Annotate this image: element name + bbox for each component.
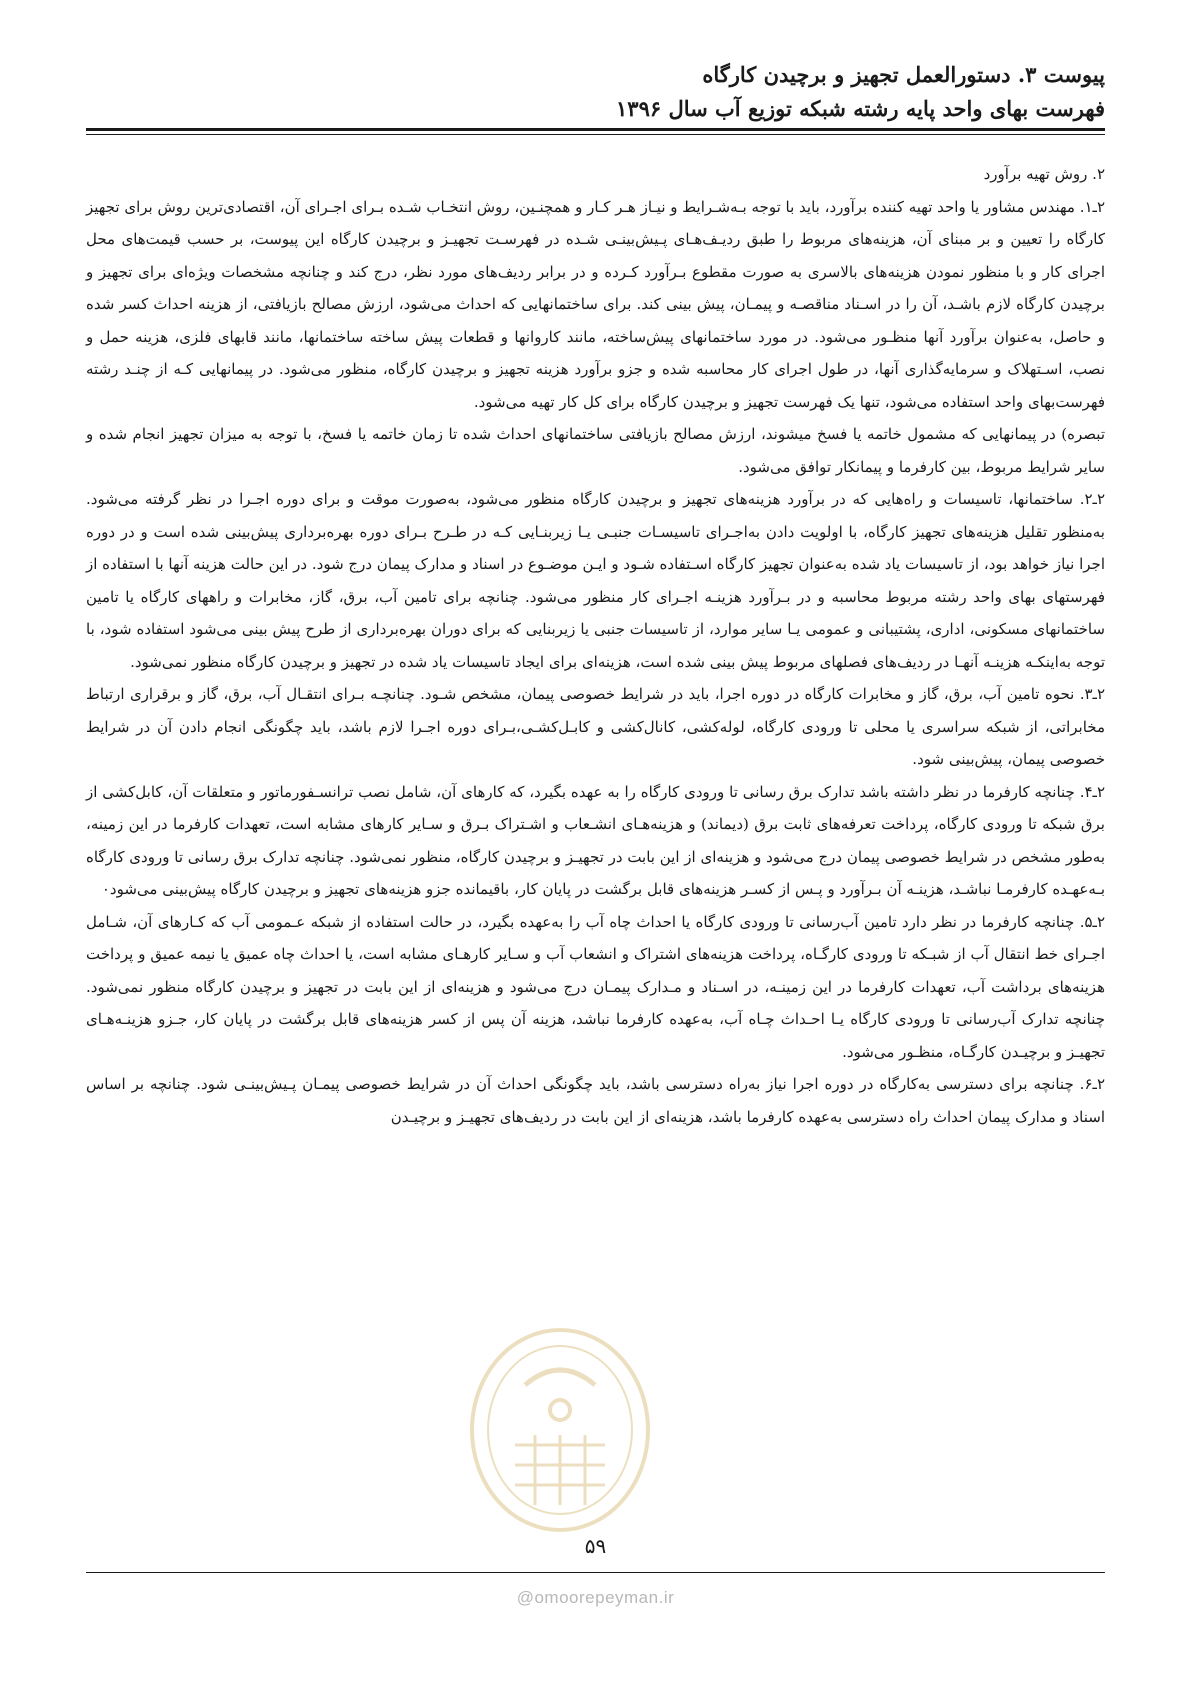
header-appendix-title: پیوست ۳. دستورالعمل تجهیز و برچیدن کارگاه: [702, 62, 1105, 87]
paragraph-2-6: ۲ـ۶. چنانچه برای دسترسی به‌کارگاه در دوره اجرا نیاز به‌راه دسترسی باشد، باید چگونگی احداث آن در شرایط خصوصی پیمـان پـیش‌بینـی شود. چنانچه بر اساس اسناد و مدارک پیمان احداث راه دسترسی به‌عهده کارفرما باشد، هزینه‌ای از این بابت در ردیف‌های تجهیـز و برچیـدن: [86, 1075, 1105, 1126]
paragraph-2-4: ۲ـ۴. چنانچه کارفرما در نظر داشته باشد تدارک برق رسانی تا ورودی کارگاه را به عهده بگیرد، که کارهای آن، شامل نصب ترانسـفورماتور و متعلقات آن، کابل‌کشی از برق شبکه تا ورودی کارگاه، پرداخت تعرفه‌های ثابت برق (دیماند) و هزینه‌هـای انشـعاب و اشـتراک بـرق و سـایر کارهای مشابه است، تعهدات کارفرما در این زمینه، به‌طور مشخص در شرایط خصوصی پیمان درج می‌شود و هزینه‌ای از این بابت در تجهیـز و برچیدن کارگاه، منظور نمی‌شود. چنانچه تدارک برق رسانی تا ورودی کارگاه بـه‌عهـده کارفرمـا نباشـد، هزینـه آن بـرآورد و پـس از کسـر هزینه‌های قابل برگشت در پایان کار، باقیمانده جزو هزینه‌های تجهیز و برچیدن کارگاه پیش‌بینی می‌شود٠: [86, 782, 1105, 898]
footer-rule: [86, 1572, 1105, 1573]
page-number: ۵۹: [584, 1534, 607, 1558]
header-rule-thick: [86, 128, 1105, 131]
paragraph-2-2: ۲ـ۲. ساختمانها، تاسیسات و راه‌هایی که در برآورد هزینه‌های تجهیز و برچیدن کارگاه منظور می‌شود، به‌صورت موقت و برای دوره اجـرا در نظر گرفته می‌شود. به‌منظور تقلیل هزینه‌های تجهیز کارگاه، با اولویت دادن به‌اجـرای تاسیسـات جنبـی یـا زیربنـایی کـه در طـرح بـرای دوره بهره‌برداری پیش‌بینی شده است و در دوره اجرا نیاز خواهد بود، از تاسیسات یاد شده به‌عنوان تجهیز کارگاه اسـتفاده شـود و ایـن موضـوع در اسناد و مدارک پیمان درج شود. در این حالت هزینه آنها با استفاده از فهرستهای بهای واحد رشته مربوط محاسبه و در بـرآورد هزینـه اجـرای کار منظور می‌شود. چنانچه برای تامین آب، برق، گاز، مخابرات و راههای کارگاه یا تامین ساختمانهای مسکونی، اداری، پشتیبانی و عمومی یـا سایر موارد، از تاسیسات جنبی یا زیربنایی که برای دوران بهره‌برداری از طرح پیش بینی می‌شود استفاده شود، با توجه به‌اینکـه هزینـه آنهـا در ردیف‌های فصلهای مربوط پیش بینی شده است، هزینه‌ای برای ایجاد تاسیسات یاد شده در تجهیز و برچیدن کارگاه منظور نمی‌شود.: [86, 490, 1105, 671]
document-body: [86, 158, 1105, 1133]
header-price-list-title: فهرست بهای واحد پایه رشته شبکه توزیع آب سال ۱۳۹۶: [616, 96, 1105, 121]
page-header: [86, 48, 1105, 124]
paragraph-2-1: ۲ـ۱. مهندس مشاور یا واحد تهیه کننده برآورد، باید با توجه بـه‌شـرایط و نیـاز هـر کـار و همچنـین، روش انتخـاب شـده بـرای اجـرای آن، اقتصادی‌ترین روش برای تجهیز کارگاه را تعیین و بر مبنای آن، هزینه‌های مربوط را طبق ردیـف‌هـای پـیش‌بینـی شـده در فهرسـت تجهیـز و برچیدن کارگاه این پیوست، بر حسب قیمت‌های محل اجرای کار و با منظور نمودن هزینه‌های بالاسری به صورت مقطوع بـرآورد کـرده و در برابر ردیف‌های مورد نظر، درج کند و چنانچه مشخصات ویژه‌ای برای تجهیز و برچیدن کارگاه لازم باشـد، آن را در اسـناد مناقصـه و پیمـان، پیش بینی کند. برای ساختمانهایی که احداث می‌شود، ارزش مصالح بازیافتی، از هزینه احداث کسر شده و حاصل، به‌عنوان برآورد آنها منظـور می‌شود. در مورد ساختمانهای پیش‌ساخته، مانند کاروانها و قطعات پیش ساخته ساختمانها، مانند قابهای فلزی، هزینه حمل و نصب، اسـتهلاک و سرمایه‌گذاری آنها، در طول اجرای کار محاسبه شده و جزو برآورد هزینه تجهیز و برچیدن کارگاه، منظور می‌شود. در پیمانهایی کـه از چنـد رشته فهرست‌بهای واحد استفاده می‌شود، تنها یک فهرست تجهیز و برچیدن کارگاه برای کل کار تهیه می‌شود.: [86, 197, 1105, 411]
paragraph-note: تبصره) در پیمانهایی که مشمول خاتمه یا فسخ میشوند، ارزش مصالح بازیافتی ساختمانهای احداث شده تا زمان خاتمه یا فسخ، با توجه به میزان تجهیز انجام شده و سایر شرایط مربوط، بین کارفرما و پیمانکار توافق می‌شود.: [86, 425, 1105, 476]
watermark-seal-logo: [465, 1325, 655, 1535]
footer-site-watermark: @omoorepeyman.ir: [516, 1588, 675, 1607]
paragraph-2-5: ۲ـ۵. چنانچه کارفرما در نظر دارد تامین آب‌رسانی تا ورودی کارگاه یا احداث چاه آب را به‌عهده بگیرد، در حالت استفاده از شبکه عـمومی آب که کـارهای آن، شـامل اجـرای خط انتقال آب از شبـکه تا ورودی کارگـاه، پرداخت هزینه‌های اشتراک و انشعاب آب و سـایر کارهـای مشابه است، یا احداث چاه عمیق یا نیمه عمیق و پرداخت هزینه‌های برداشت آب، تعهدات کارفرما در این زمینـه، در اسـناد و مـدارک پیمـان درج می‌شود و هزینه‌ای از این بابت در تجهیز و برچیدن کارگاه منظور نمی‌شود. چنانچه تدارک آب‌رسانی تا ورودی کارگاه یـا احـداث چـاه آب، به‌عهده کارفرما نباشد، هزینه آن پس از کسر هزینه‌های قابل برگشت در پایان کار، جـزو هزینـه‌هـای تجهیـز و برچیـدن کارگـاه، منظـور می‌شود.: [86, 912, 1105, 1061]
paragraph-2-3: ۲ـ۳. نحوه تامین آب، برق، گاز و مخابرات کارگاه در دوره اجرا، باید در شرایط خصوصی پیمان، مشخص شـود. چنانچـه بـرای انتقـال آب، برق، گاز و برقراری ارتباط مخابراتی، از شبکه سراسری یا محلی تا ورودی کارگاه، لوله‌کشی، کانال‌کشی و کابـل‌کشـی،بـرای دوره اجـرا لازم باشد، باید چگونگی انجام دادن آن در شرایط خصوصی پیمان، پیش‌بینی شود.: [86, 685, 1105, 768]
header-rule-thin: [86, 134, 1105, 135]
section-title: ۲. روش تهیه برآورد: [983, 165, 1105, 183]
